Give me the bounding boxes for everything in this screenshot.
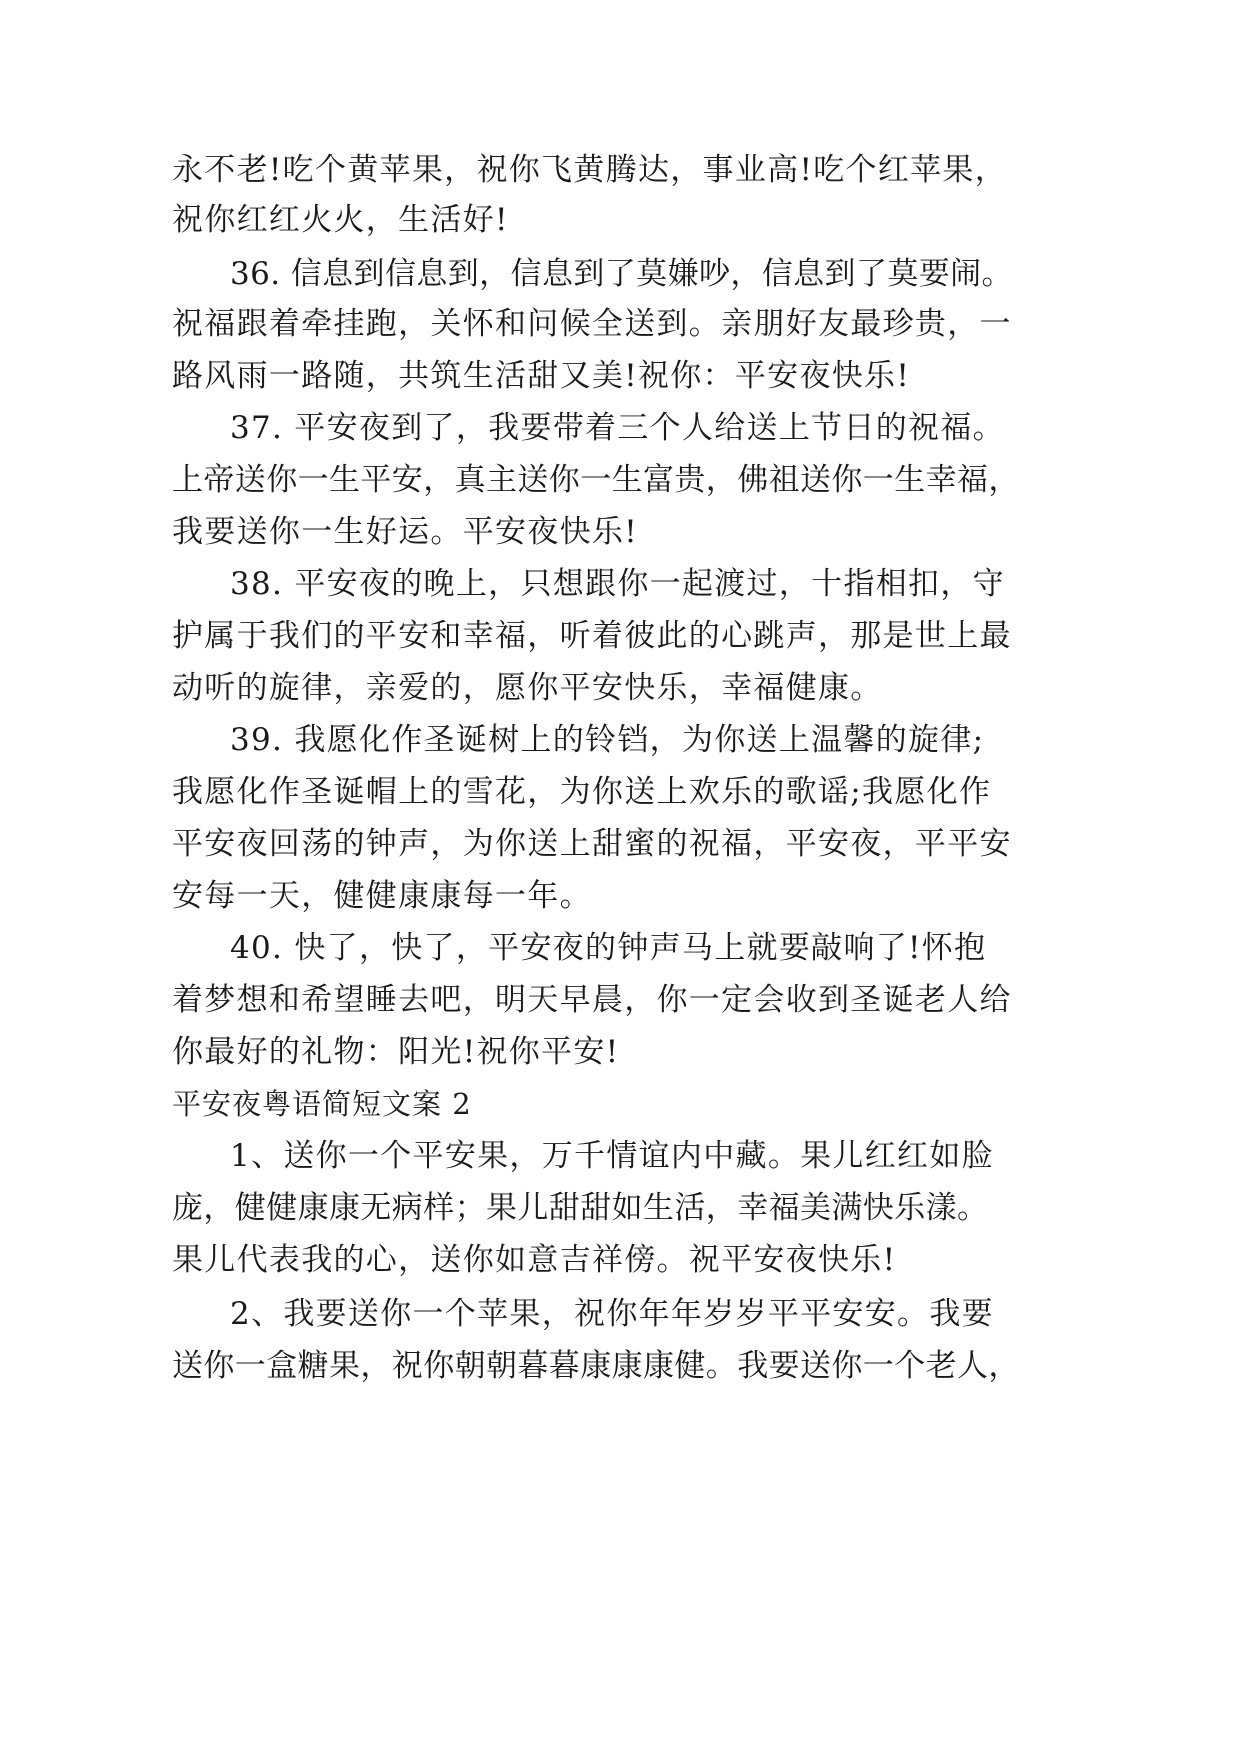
text-line: 护属于我们的平安和幸福，听着彼此的心跳声，那是世上最	[172, 618, 1012, 654]
text-line: 我要送你一生好运。平安夜快乐!	[172, 514, 638, 550]
text-line: 上帝送你一生平安，真主送你一生富贵，佛祖送你一生幸福，	[172, 462, 1020, 498]
paragraph-36-start: 36. 信息到信息到，信息到了莫嫌吵，信息到了莫要闹。	[230, 256, 1013, 292]
text-line: 你最好的礼物：阳光!祝你平安!	[172, 1034, 620, 1070]
text-line: 果儿代表我的心，送你如意吉祥傍。祝平安夜快乐!	[172, 1242, 897, 1278]
paragraph-2-start: 2、我要送你一个苹果，祝你年年岁岁平平安安。我要	[230, 1296, 994, 1332]
text-line: 庞，健健康康无病样；果儿甜甜如生活，幸福美满快乐漾。	[172, 1190, 989, 1226]
text-line: 祝福跟着牵挂跑，关怀和问候全送到。亲朋好友最珍贵，一	[172, 306, 1012, 342]
text-line: 着梦想和希望睡去吧，明天早晨，你一定会收到圣诞老人给	[172, 982, 1012, 1018]
text-line: 安每一天，健健康康每一年。	[172, 878, 592, 914]
paragraph-1-start: 1、送你一个平安果，万千情谊内中藏。果儿红红如脸	[230, 1138, 994, 1174]
text-line: 送你一盒糖果，祝你朝朝暮暮康康康健。我要送你一个老人，	[172, 1348, 1020, 1384]
text-line: 我愿化作圣诞帽上的雪花，为你送上欢乐的歌谣;我愿化作	[172, 774, 992, 810]
text-line: 祝你红红火火，生活好!	[172, 202, 509, 238]
paragraph-37-start: 37. 平安夜到了，我要带着三个人给送上节日的祝福。	[230, 410, 1005, 446]
paragraph-40-start: 40. 快了，快了，平安夜的钟声马上就要敲响了!怀抱	[230, 930, 987, 966]
text-line: 永不老!吃个黄苹果，祝你飞黄腾达，事业高!吃个红苹果，	[172, 152, 1008, 188]
text-line: 路风雨一路随，共筑生活甜又美!祝你：平安夜快乐!	[172, 358, 911, 394]
text-line: 平安夜回荡的钟声，为你送上甜蜜的祝福，平安夜，平平安	[172, 826, 1012, 862]
paragraph-39-start: 39. 我愿化作圣诞树上的铃铛，为你送上温馨的旋律;	[230, 722, 985, 758]
paragraph-38-start: 38. 平安夜的晚上，只想跟你一起渡过，十指相扣，守	[230, 566, 1005, 602]
text-line: 动听的旋律，亲爱的，愿你平安快乐，幸福健康。	[172, 670, 883, 706]
section-heading: 平安夜粤语简短文案 2	[172, 1087, 472, 1121]
